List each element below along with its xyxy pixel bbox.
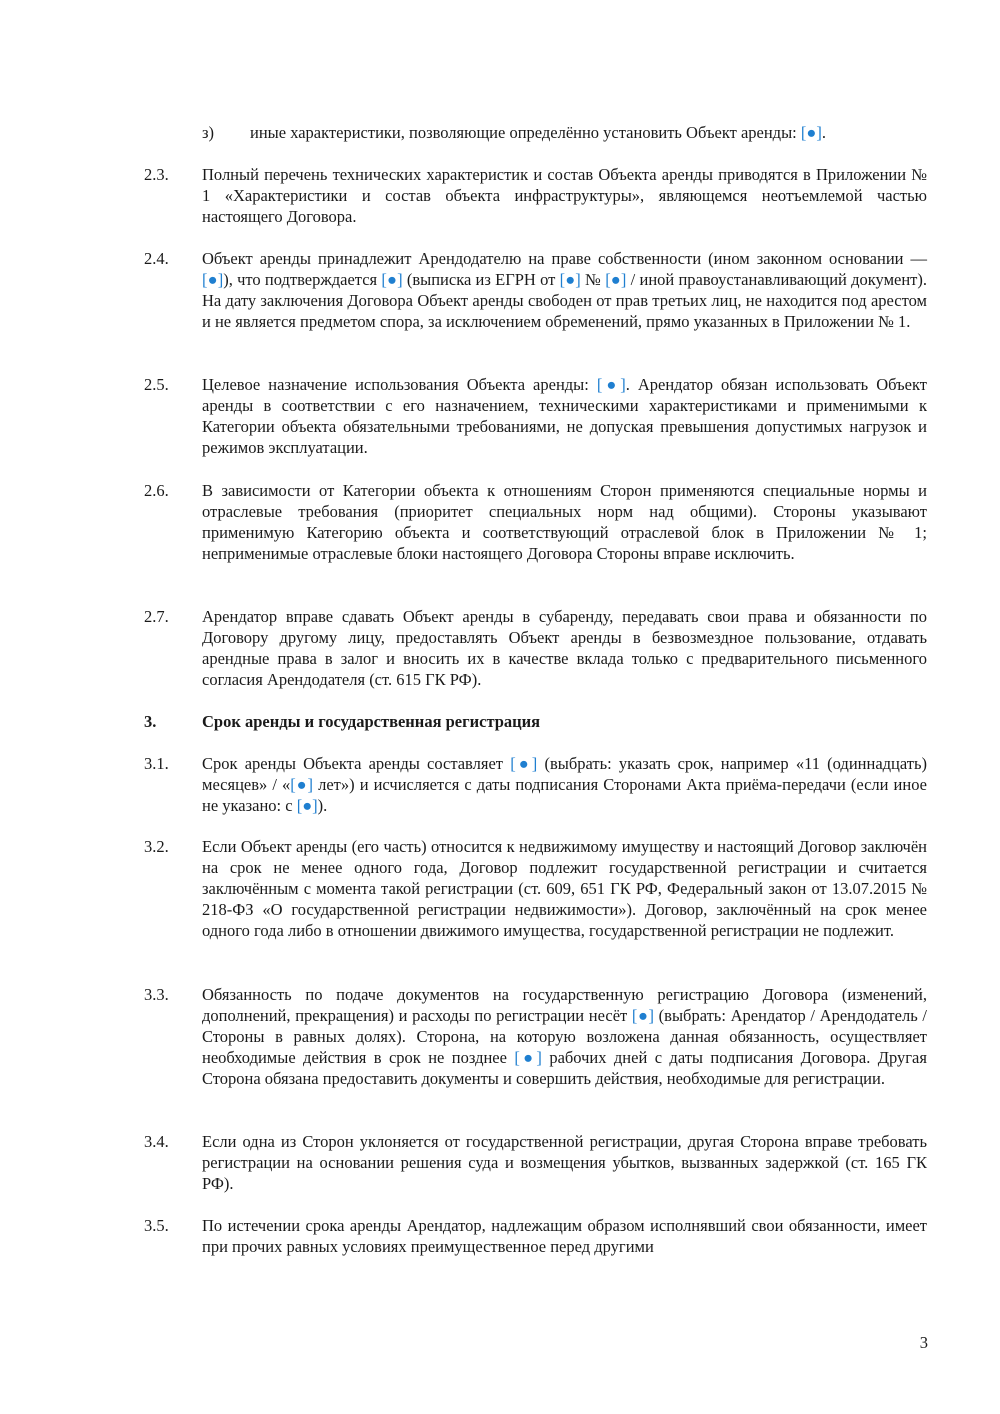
section-title: Срок аренды и государственная регистрация — [202, 712, 541, 731]
placeholder-marker[interactable]: [●] — [202, 270, 224, 289]
clause-z — [202, 122, 927, 143]
clause-text: Обязанность по подаче документов на государственную регистрацию Договора (изменений, дополнений, прекращения) и расходы по регистрации несёт [●] (выбрать: Арендатор / Арендодатель / Стороны в равных долях). Сторона, на которую возложена данная обязанность, осуществляет необходимые действия в срок не позднее [●] рабочих дней с даты подписания Договора. Другая Сторона обязана предоставить документы и совершить действия, необходимые для регистрации. — [202, 985, 927, 1088]
clause-number: 3.3. — [144, 985, 169, 1004]
clause-number: 2.7. — [144, 607, 169, 626]
clause-3-2 — [144, 836, 927, 941]
placeholder-marker[interactable]: [●] — [559, 270, 581, 289]
clause-number: 2.3. — [144, 165, 169, 184]
clause-text: иные характеристики, позволяющие определённо установить Объект аренды: [●]. — [250, 123, 826, 142]
clause-number: 2.5. — [144, 375, 169, 394]
clause-number: з) — [202, 123, 215, 142]
page-number: 3 — [919, 1333, 928, 1352]
clause-3-1 — [144, 753, 927, 816]
clause-text: Объект аренды принадлежит Арендодателю на праве собственности (ином законном основании — [●]), что подтверждается [●] (выписка из ЕГРН от [●] № [●] / иной правоустанавливающий документ). На дату заключения Договора Объект аренды свободен от прав третьих лиц, не находится под арестом и не является предметом спора, за исключением обременений, прямо указанных в Приложении № 1. — [202, 249, 928, 331]
placeholder-marker[interactable]: [●] — [514, 1048, 542, 1067]
clause-2-4 — [144, 248, 927, 332]
clause-text: Если Объект аренды (его часть) относится к недвижимому имуществу и настоящий Договор заключён на срок не менее одного года, Договор подлежит государственной регистрации и считается заключённым с момента такой регистрации (ст. 609, 651 ГК РФ, Федеральный закон от 13.07.2015 № 218-ФЗ «О государственной регистрации недвижимости»). Договор, заключённый на срок менее одного года либо в отношении движимого имущества, государственной регистрации не подлежит. — [202, 837, 927, 940]
clause-number: 3.2. — [144, 837, 169, 856]
clause-2-6 — [144, 480, 927, 564]
clause-3-5 — [144, 1215, 927, 1257]
placeholder-marker[interactable]: [●] — [800, 123, 822, 142]
clause-text: Полный перечень технических характеристик и состав Объекта аренды приводятся в Приложении № 1 «Характеристики и состав объекта инфраструктуры», являющемся неотъемлемой частью настоящего Договора. — [202, 165, 927, 226]
placeholder-marker[interactable]: [●] — [510, 754, 538, 773]
clause-text: Целевое назначение использования Объекта аренды: [●]. Арендатор обязан использовать Объект аренды в соответствии с его назначением, техническими характеристиками и применимыми к Категории объекта обязательными требованиями, не допуская превышения допустимых нагрузок и режимов эксплуатации. — [202, 375, 928, 457]
clause-2-7 — [144, 606, 927, 690]
clause-text: В зависимости от Категории объекта к отношениям Сторон применяются специальные нормы и отраслевые требования (приоритет специальных норм над общими). Стороны указывают применимую Категорию объекта и соответствующий отраслевой блок в Приложении № 1; неприменимые отраслевые блоки настоящего Договора Стороны вправе исключить. — [202, 481, 927, 563]
clause-number: 2.4. — [144, 249, 169, 268]
placeholder-marker[interactable]: [●] — [605, 270, 627, 289]
section-3-heading — [144, 711, 927, 732]
clause-text: Срок аренды Объекта аренды составляет [●] (выбрать: указать срок, например «11 (одиннадцать) месяцев» / «[●] лет») и исчисляется с даты подписания Сторонами Акта приёма-передачи (если иное не указано: с [●]). — [202, 754, 927, 815]
clause-number: 3.1. — [144, 754, 169, 773]
clause-2-3 — [144, 164, 927, 227]
clause-number: 3.4. — [144, 1132, 169, 1151]
placeholder-marker[interactable]: [●] — [631, 1006, 654, 1025]
placeholder-marker[interactable]: [●] — [290, 775, 314, 794]
clause-number: 3.5. — [144, 1216, 169, 1235]
clause-text: Арендатор вправе сдавать Объект аренды в субаренду, передавать свои права и обязанности по Договору другому лицу, предоставлять Объект аренды в безвозмездное пользование, отдавать арендные права в залог и вносить их в качестве вклада только с предварительного письменного согласия Арендодателя (ст. 615 ГК РФ). — [202, 607, 927, 689]
clause-3-4 — [144, 1131, 927, 1194]
clause-text: Если одна из Сторон уклоняется от государственной регистрации, другая Сторона вправе требовать регистрации на основании решения суда и возмещения убытков, вызванных задержкой (ст. 165 ГК РФ). — [202, 1132, 927, 1193]
clause-text: По истечении срока аренды Арендатор, надлежащим образом исполнявший свои обязанности, имеет при прочих равных условиях преимущественное перед другими — [202, 1216, 927, 1256]
placeholder-marker[interactable]: [●] — [296, 796, 318, 815]
section-number: 3. — [144, 712, 157, 731]
clause-number: 2.6. — [144, 481, 169, 500]
clause-2-5 — [144, 374, 927, 458]
placeholder-marker[interactable]: [●] — [381, 270, 403, 289]
clause-3-3 — [144, 984, 927, 1089]
placeholder-marker[interactable]: [●] — [596, 375, 626, 394]
